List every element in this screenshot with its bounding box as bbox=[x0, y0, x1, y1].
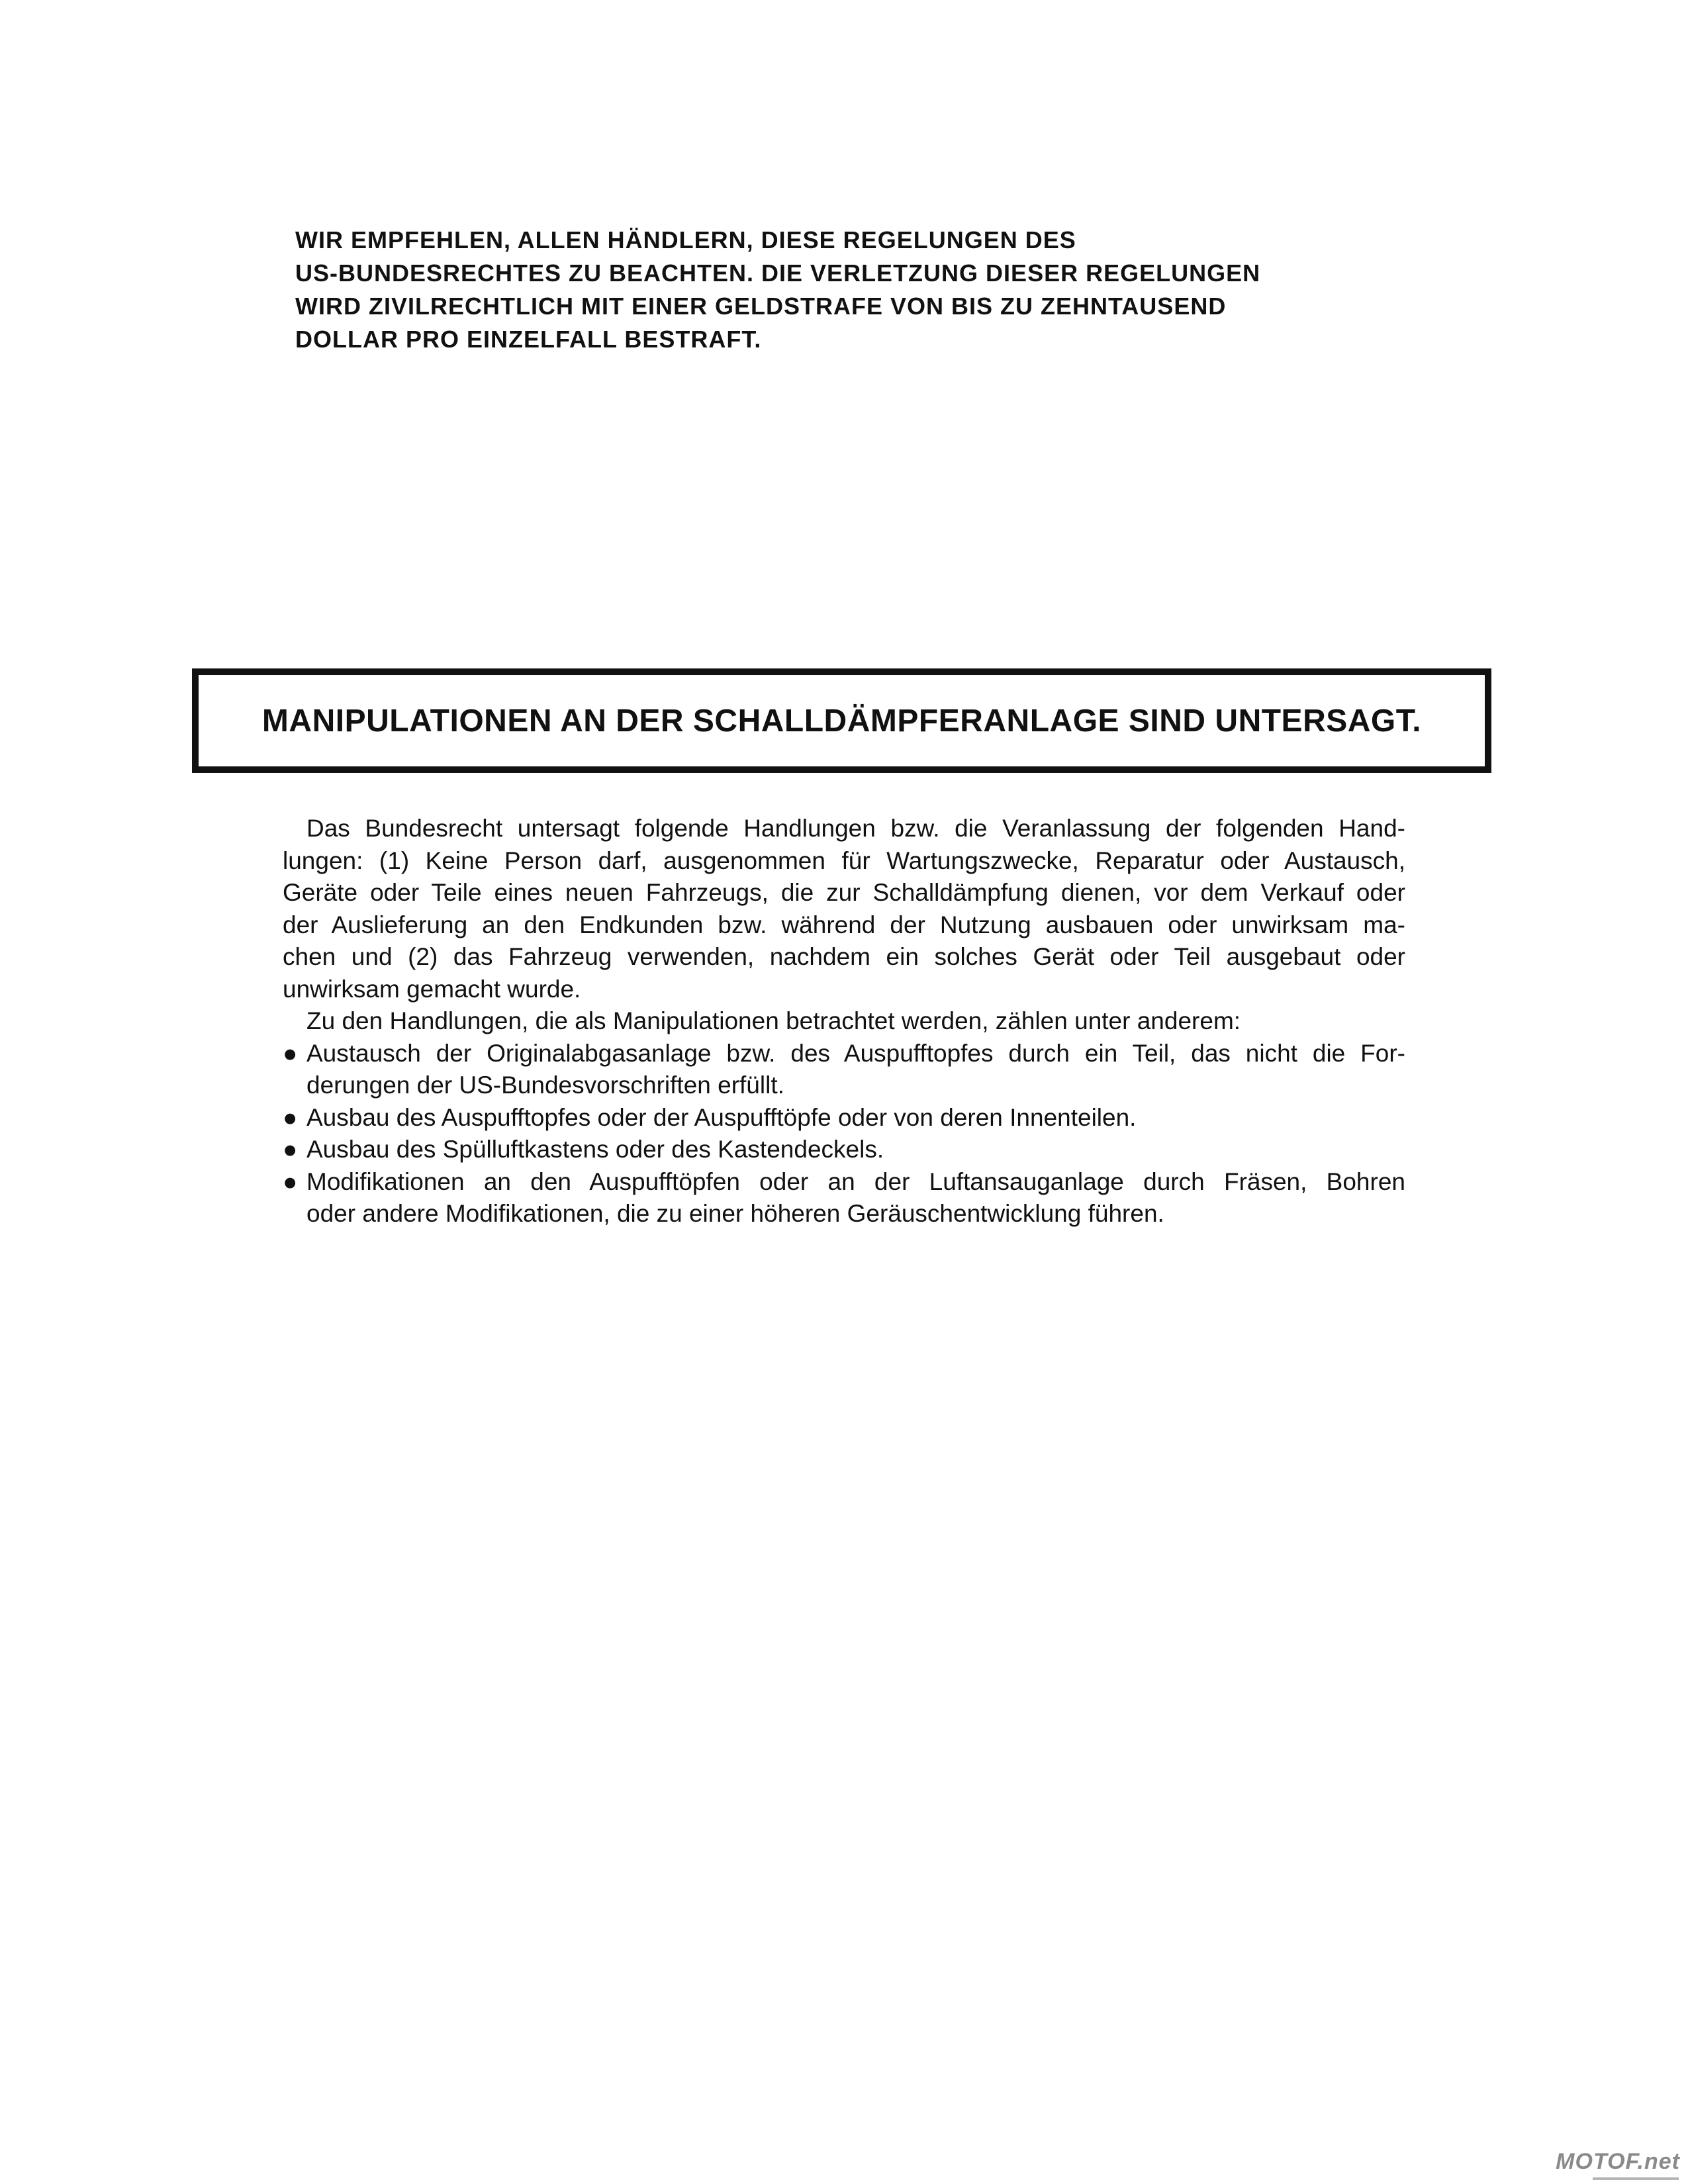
list-item-line: Modifikationen an den Auspufftöpfen oder an der Luftansauganlage durch Fräsen, Bohren bbox=[306, 1167, 1405, 1195]
paragraph-line: Das Bundesrecht untersagt folgende Handlungen bzw. die Veranlassung der folgenden Hand- bbox=[306, 815, 1405, 842]
paragraph-line: unwirksam gemacht wurde. bbox=[283, 975, 581, 1003]
warning-block bbox=[295, 224, 1421, 356]
list-item bbox=[283, 1038, 1405, 1102]
paragraph-line: der Auslieferung an den Endkunden bzw. während der Nutzung ausbauen oder unwirksam ma- bbox=[283, 911, 1405, 938]
list-item bbox=[283, 1134, 1405, 1166]
notice-box bbox=[192, 668, 1491, 773]
warning-line: DOLLAR PRO EINZELFALL BESTRAFT. bbox=[295, 326, 762, 353]
paragraph-line: lungen: (1) Keine Person darf, ausgenommen für Wartungszwecke, Reparatur oder Austausch, bbox=[283, 846, 1405, 874]
bullet-icon: ● bbox=[283, 1103, 298, 1131]
watermark-logo: MOTOF.net bbox=[1556, 2149, 1680, 2174]
notice-title: MANIPULATIONEN AN DER SCHALLDÄMPFERANLAGE SIND UNTERSAGT. bbox=[261, 703, 1422, 739]
paragraph-line: chen und (2) das Fahrzeug verwenden, nachdem ein solches Gerät oder Teil ausgebaut oder bbox=[283, 943, 1405, 970]
watermark-underline bbox=[1593, 2177, 1679, 2180]
paragraph-line: Geräte oder Teile eines neuen Fahrzeugs, die zur Schalldämpfung dienen, vor dem Verkauf oder bbox=[283, 879, 1405, 906]
list-item bbox=[283, 1102, 1405, 1134]
list-item-line: derungen der US-Bundesvorschriften erfüllt. bbox=[306, 1071, 784, 1099]
list-item-line: Ausbau des Spülluftkastens oder des Kastendeckels. bbox=[306, 1136, 884, 1163]
body-text bbox=[283, 813, 1405, 1230]
warning-line: WIR EMPFEHLEN, ALLEN HÄNDLERN, DIESE REGELUNGEN DES bbox=[295, 226, 1076, 253]
bullet-icon: ● bbox=[283, 1167, 298, 1195]
list-item-line: Austausch der Originalabgasanlage bzw. des Auspufftopfes durch ein Teil, das nicht die For- bbox=[306, 1039, 1405, 1067]
warning-line: WIRD ZIVILRECHTLICH MIT EINER GELDSTRAFE VON BIS ZU ZEHNTAUSEND bbox=[295, 293, 1227, 320]
list-item-line: oder andere Modifikationen, die zu einer höheren Geräuschentwicklung führen. bbox=[306, 1200, 1164, 1227]
bullet-icon: ● bbox=[283, 1039, 298, 1067]
list-item bbox=[283, 1166, 1405, 1230]
bullet-icon: ● bbox=[283, 1136, 298, 1163]
warning-line: US-BUNDESRECHTES ZU BEACHTEN. DIE VERLETZUNG DIESER REGELUNGEN bbox=[295, 259, 1261, 287]
list-item-line: Ausbau des Auspufftopfes oder der Auspufftöpfe oder von deren Innenteilen. bbox=[306, 1103, 1137, 1131]
paragraph-line: Zu den Handlungen, die als Manipulationen betrachtet werden, zählen unter anderem: bbox=[306, 1007, 1241, 1034]
